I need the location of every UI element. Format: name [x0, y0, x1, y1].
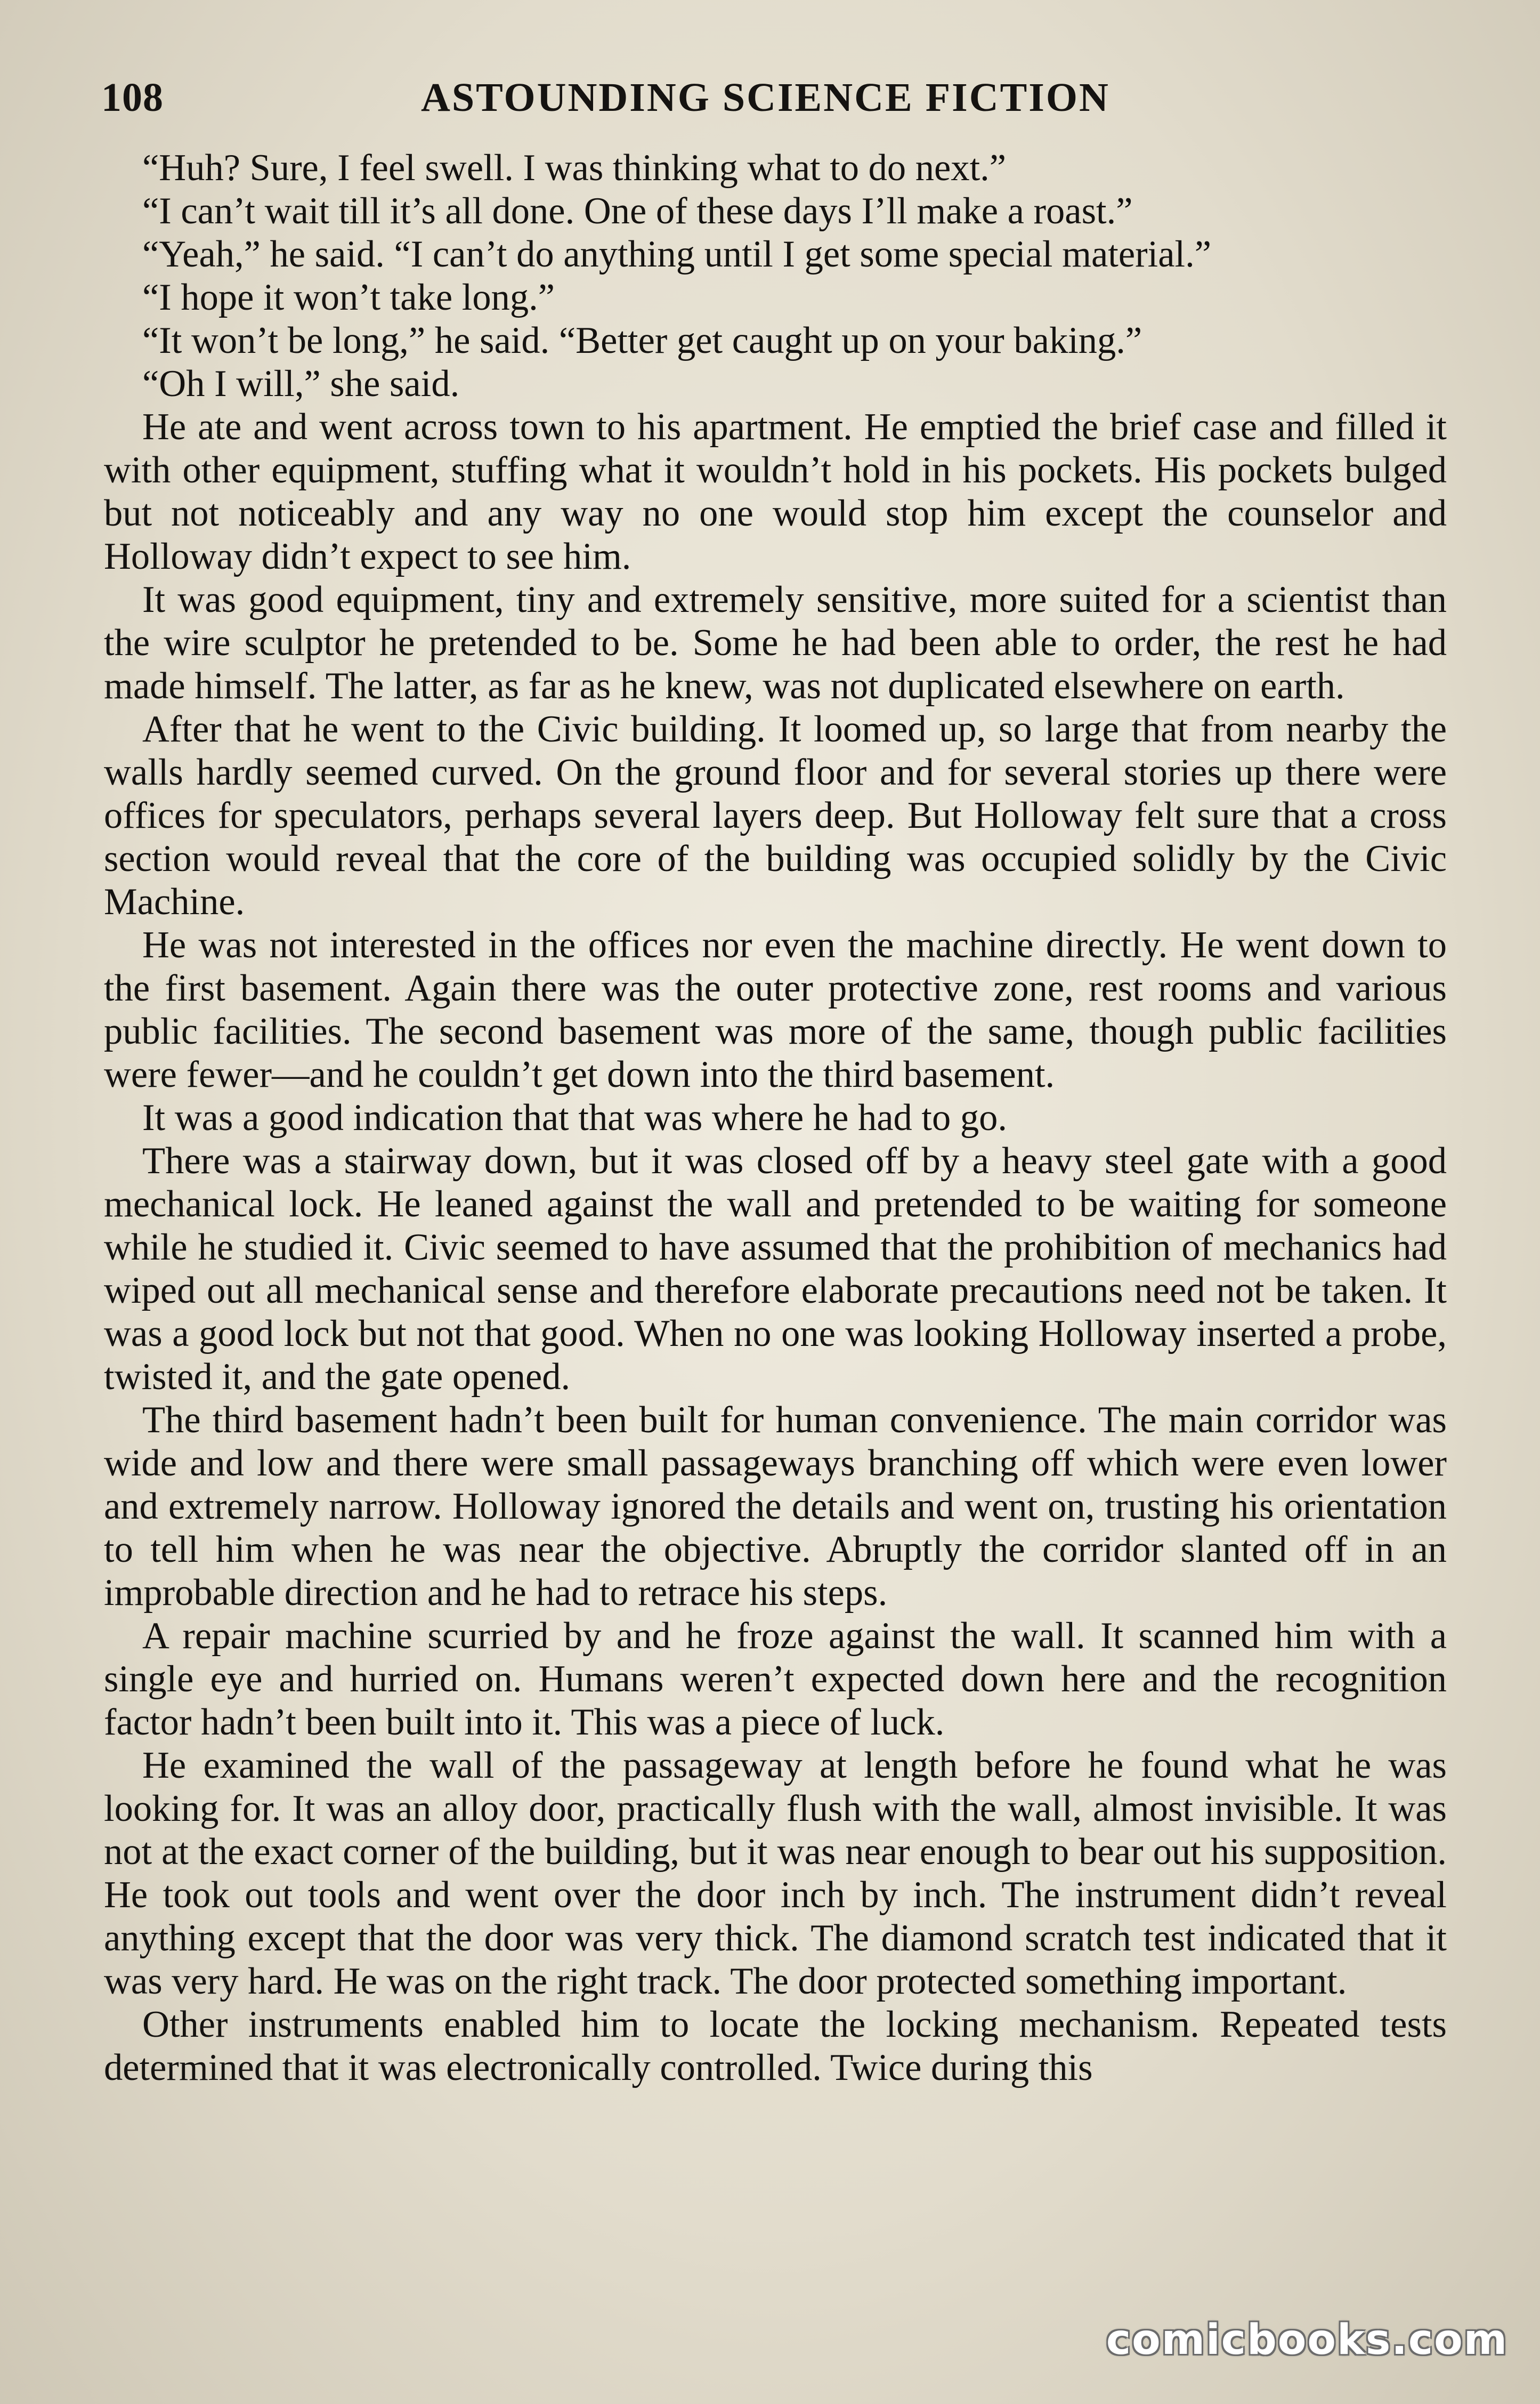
paragraph: “I hope it won’t take long.” — [142, 277, 555, 318]
watermark: comicbooks.com — [1106, 2316, 1508, 2364]
paragraph: Other instruments enabled him to locate the locking mechanism. Repeated tests determined that it was electronically controlled. Twice during this — [104, 2004, 1447, 2088]
paragraph: A repair machine scurried by and he froze against the wall. It scanned him with a single eye and hurried on. Humans weren’t expected down here and the recognition factor hadn’t been built into it. This was a piece of luck. — [104, 1615, 1447, 1743]
page-number: 108 — [101, 75, 164, 120]
paragraph: “Oh I will,” she said. — [142, 363, 460, 405]
paragraph: After that he went to the Civic building. It loomed up, so large that from nearby the walls hardly seemed curved. On the ground floor and for several stories up there were offices for speculators, perhaps several layers deep. But Holloway felt sure that a cross section would reveal that the core of the building was occupied solidly by the Civic Machine. — [104, 708, 1447, 923]
paragraph: “Yeah,” he said. “I can’t do anything until I get some special material.” — [142, 233, 1212, 275]
body-text — [104, 147, 1447, 2090]
paragraph: “It won’t be long,” he said. “Better get caught up on your baking.” — [142, 320, 1142, 361]
paragraph: He ate and went across town to his apartment. He emptied the brief case and filled it with other equipment, stuffing what it wouldn’t hold in his pockets. His pockets bulged but not noticeably and any way no one would stop him except the counselor and Holloway didn’t expect to see him. — [104, 406, 1447, 577]
paragraph: He was not interested in the offices nor even the machine directly. He went down to the first basement. Again there was the outer protective zone, rest rooms and various public facilities. The second basement was more of the same, though public facilities were fewer—and he couldn’t get down into the third basement. — [104, 924, 1447, 1095]
paragraph: It was good equipment, tiny and extremely sensitive, more suited for a scientist than the wire sculptor he pretended to be. Some he had been able to order, the rest he had made himself. The latter, as far as he knew, was not duplicated elsewhere on earth. — [104, 579, 1447, 707]
paragraph: It was a good indication that that was where he had to go. — [142, 1097, 1008, 1139]
paragraph: “I can’t wait till it’s all done. One of these days I’ll make a roast.” — [142, 190, 1133, 232]
paragraph: He examined the wall of the passageway at length before he found what he was looking for. It was an alloy door, practically flush with the wall, almost invisible. It was not at the exact corner of the building, but it was near enough to bear out his supposition. He took out tools and went over the door inch by inch. The instrument didn’t reveal anything except that the door was very thick. The diamond scratch test indicated that it was very hard. He was on the right track. The door protected something important. — [104, 1745, 1447, 2002]
page-header — [101, 75, 1455, 133]
running-head: ASTOUNDING SCIENCE FICTION — [421, 75, 1110, 120]
paragraph: “Huh? Sure, I feel swell. I was thinking what to do next.” — [142, 147, 1007, 189]
paragraph: The third basement hadn’t been built for human convenience. The main corridor was wide and low and there were small passageways branching off which were even lower and extremely narrow. Holloway ignored the details and went on, trusting his orientation to tell him when he was near the objective. Abruptly the corridor slanted off in an improbable direction and he had to retrace his steps. — [104, 1399, 1447, 1614]
paragraph: There was a stairway down, but it was closed off by a heavy steel gate with a good mechanical lock. He leaned against the wall and pretended to be waiting for someone while he studied it. Civic seemed to have assumed that the prohibition of mechanics had wiped out all mechanical sense and therefore elaborate precautions need not be taken. It was a good lock but not that good. When no one was looking Holloway inserted a probe, twisted it, and the gate opened. — [104, 1140, 1447, 1398]
